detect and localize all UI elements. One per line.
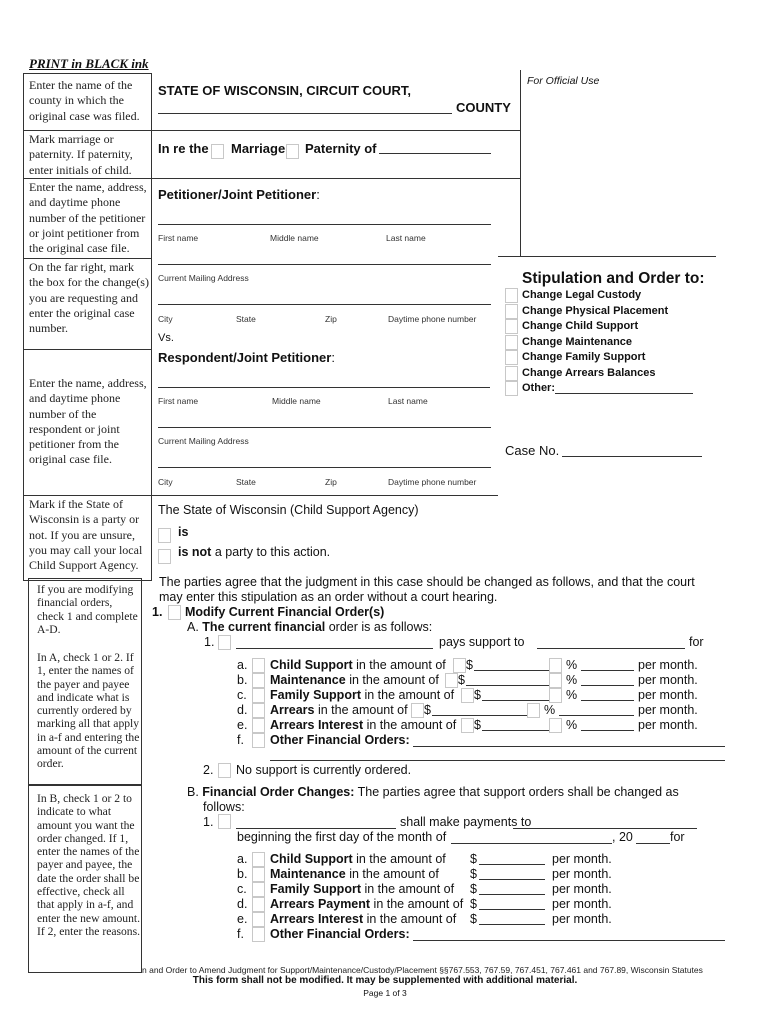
respondent-address-label: Current Mailing Address <box>158 436 249 446</box>
order-type: Maintenance <box>270 867 346 881</box>
dollar-checkbox[interactable] <box>411 703 424 718</box>
per-month-label: per month. <box>552 912 612 926</box>
order-type: Maintenance <box>270 673 346 687</box>
stipulation-option-label: Other: <box>522 382 555 394</box>
dollar-sign: $ <box>424 703 431 717</box>
current-order-checkbox[interactable] <box>252 673 265 688</box>
b-f-checkbox[interactable] <box>252 927 265 942</box>
current-order-label <box>270 703 408 718</box>
dollar-sign: $ <box>458 673 465 687</box>
percent-checkbox[interactable] <box>527 703 540 718</box>
a-f-input[interactable] <box>413 746 725 747</box>
footer-citation: n and Order to Amend Judgment for Support/Maintenance/Custody/Placement §§767.553, 767.59, 767.451, 767.461 and 767.89, Wisconsin Statutes <box>142 965 703 975</box>
print-note: PRINT in BLACK ink <box>29 56 149 71</box>
footer-page: Page 1 of 3 <box>363 988 407 998</box>
a1-pays-label: pays support to <box>439 635 525 649</box>
hint-financial-a2: In A, check 1 or 2. If 1, enter the names of the payer and payee and indicate what is currently ordered by marking all that apply in a-f and entering the amount of the current order. <box>37 651 140 771</box>
official-use-border <box>520 70 521 256</box>
b-f-label: Other Financial Orders: <box>270 927 410 941</box>
paternity-initials-input[interactable] <box>379 153 491 154</box>
divider <box>498 256 716 257</box>
case-no-input[interactable] <box>562 456 702 457</box>
new-order-checkbox[interactable] <box>252 867 265 882</box>
section-b-heading-2: follows: <box>203 800 245 814</box>
b1-begin-label: beginning the first day of the month of <box>237 830 447 844</box>
percent-checkbox[interactable] <box>549 658 562 673</box>
stipulation-option-label: Change Legal Custody <box>522 289 642 301</box>
per-month-label: per month. <box>638 673 698 687</box>
dollar-sign: $ <box>466 658 473 672</box>
order-type-rest: in the amount of <box>360 688 455 702</box>
respondent-city-label: City <box>158 477 173 487</box>
percent-amount-input[interactable] <box>581 730 634 731</box>
row-letter: b. <box>237 673 248 687</box>
agreement-intro-1: The parties agree that the judgment in this case should be changed as follows, and that the court <box>159 575 695 589</box>
state-party-line: The State of Wisconsin (Child Support Agency) <box>158 503 419 517</box>
current-order-checkbox[interactable] <box>252 658 265 673</box>
a-f-input-2[interactable] <box>270 760 725 761</box>
a2-label: No support is currently ordered. <box>236 763 412 777</box>
petitioner-address-input[interactable] <box>158 304 491 305</box>
per-month-label: per month. <box>552 882 612 896</box>
percent-amount-input[interactable] <box>559 715 634 716</box>
per-month-label: per month. <box>552 897 612 911</box>
stipulation-option-label: Change Arrears Balances <box>522 366 656 379</box>
a-f-letter: f. <box>237 733 244 747</box>
state-is-label: is <box>178 525 189 539</box>
respondent-middle-label: Middle name <box>272 396 321 406</box>
new-order-label <box>270 852 446 867</box>
other-input[interactable] <box>555 393 693 394</box>
stipulation-option-checkbox[interactable] <box>505 350 518 365</box>
current-order-checkbox[interactable] <box>252 718 265 733</box>
respondent-first-label: First name <box>158 396 199 406</box>
dollar-amount-input[interactable] <box>482 700 550 701</box>
percent-amount-input[interactable] <box>581 700 634 701</box>
agreement-intro-2: may enter this stipulation as an order without a court hearing. <box>159 590 498 604</box>
current-order-label <box>270 718 456 733</box>
petitioner-address-label: Current Mailing Address <box>158 273 249 283</box>
new-order-label <box>270 912 456 927</box>
petitioner-last-label: Last name <box>386 233 426 243</box>
respondent-address-input[interactable] <box>158 467 491 468</box>
b1-year-input[interactable] <box>636 843 670 844</box>
percent-checkbox[interactable] <box>549 673 562 688</box>
stipulation-option-checkbox[interactable] <box>505 288 518 303</box>
percent-sign: % <box>544 703 556 717</box>
b1-for-label: for <box>670 830 685 844</box>
order-type-rest: in the amount of <box>360 882 455 896</box>
row-letter: b. <box>237 867 248 881</box>
petitioner-city-label: City <box>158 314 173 324</box>
section-a-heading: A. The current financial order is as follows: <box>187 620 433 634</box>
respondent-last-label: Last name <box>388 396 428 406</box>
dollar-sign: $ <box>470 867 477 881</box>
no-support-checkbox[interactable] <box>218 763 231 778</box>
item1-number: 1. <box>152 605 163 619</box>
current-order-label <box>270 673 439 688</box>
row-letter: d. <box>237 897 248 911</box>
b1-payer-input[interactable] <box>236 828 396 829</box>
stipulation-title: Stipulation and Order to: <box>522 270 705 287</box>
b1-number: 1. <box>203 815 214 829</box>
order-type-rest: in the amount of <box>363 718 457 732</box>
current-order-checkbox[interactable] <box>252 688 265 703</box>
respondent-heading: Respondent/Joint Petitioner: <box>158 350 335 365</box>
hint-column-left-border <box>23 73 24 581</box>
stipulation-option-label: Change Maintenance <box>522 335 633 348</box>
b1-payee-input[interactable] <box>513 828 697 829</box>
stipulation-option-label: Change Family Support <box>522 351 646 363</box>
current-order-checkbox[interactable] <box>252 703 265 718</box>
a1-number: 1. <box>204 635 215 649</box>
court-title: STATE OF WISCONSIN, CIRCUIT COURT, <box>158 83 412 98</box>
order-type: Child Support <box>270 852 353 866</box>
hint-marriage: Mark marriage or paternity. If paternity, enter initials of child. <box>29 132 133 177</box>
percent-checkbox[interactable] <box>549 718 562 733</box>
new-order-label <box>270 897 463 912</box>
row-letter: e. <box>237 718 248 732</box>
a1-payee-input[interactable] <box>537 648 685 649</box>
dollar-sign: $ <box>470 852 477 866</box>
hint-petitioner: Enter the name, address, and daytime phone number of the petitioner or joint petitioner from the original case file. <box>29 180 147 256</box>
petitioner-name-input[interactable] <box>158 224 491 225</box>
new-order-checkbox[interactable] <box>252 897 265 912</box>
a2-number: 2. <box>203 763 214 777</box>
modify-financial-checkbox[interactable] <box>168 605 181 620</box>
percent-checkbox[interactable] <box>549 688 562 703</box>
new-order-checkbox[interactable] <box>252 852 265 867</box>
percent-sign: % <box>566 718 578 732</box>
percent-sign: % <box>566 658 578 672</box>
row-letter: a. <box>237 852 248 866</box>
b1-checkbox[interactable] <box>218 814 231 829</box>
a-f-checkbox[interactable] <box>252 733 265 748</box>
vs-label: Vs. <box>158 332 174 344</box>
b-f-letter: f. <box>237 927 244 941</box>
new-amount-input[interactable] <box>479 909 545 910</box>
dollar-checkbox[interactable] <box>453 658 466 673</box>
order-type: Arrears Interest <box>270 912 364 926</box>
order-type-rest: in the amount of <box>345 867 439 881</box>
section-b-heading: B. Financial Order Changes: The parties agree that support orders shall be changed as <box>187 785 679 799</box>
hint-state: Mark if the State of Wisconsin is a party or not. If you are unsure, you may call your local Child Support Agency. <box>29 497 143 573</box>
percent-amount-input[interactable] <box>581 670 634 671</box>
a1-payer-input[interactable] <box>236 648 433 649</box>
current-order-label <box>270 688 454 703</box>
order-type: Family Support <box>270 882 361 896</box>
new-order-checkbox[interactable] <box>252 912 265 927</box>
b1-month-input[interactable] <box>451 843 612 844</box>
stipulation-option-checkbox[interactable] <box>505 335 518 350</box>
hint-column-right-border <box>151 73 152 581</box>
row-letter: d. <box>237 703 248 717</box>
divider <box>23 349 151 350</box>
respondent-address-top <box>158 427 491 428</box>
row-letter: c. <box>237 882 247 896</box>
new-amount-input[interactable] <box>479 879 545 880</box>
dollar-checkbox[interactable] <box>461 718 474 733</box>
b1-pay-label: shall make payments to <box>400 815 532 829</box>
petitioner-zip-label: Zip <box>325 314 337 324</box>
stipulation-option-label: Change Physical Placement <box>522 304 669 317</box>
row-letter: a. <box>237 658 248 672</box>
divider <box>23 258 151 259</box>
paternity-checkbox[interactable] <box>286 144 299 159</box>
dollar-checkbox[interactable] <box>445 673 458 688</box>
current-order-label <box>270 658 446 673</box>
stipulation-option-checkbox[interactable] <box>505 381 518 396</box>
dollar-sign: $ <box>470 897 477 911</box>
order-type: Arrears Payment <box>270 897 371 911</box>
petitioner-phone-label: Daytime phone number <box>388 314 477 324</box>
new-amount-input[interactable] <box>479 894 545 895</box>
a-f-label: Other Financial Orders: <box>270 733 410 747</box>
order-type-rest: in the amount of <box>352 852 446 866</box>
petitioner-state-label: State <box>236 314 256 324</box>
per-month-label: per month. <box>552 852 612 866</box>
order-type-rest: in the amount of <box>370 897 464 911</box>
petitioner-first-label: First name <box>158 233 199 243</box>
order-type-rest: in the amount of <box>352 658 446 672</box>
respondent-zip-label: Zip <box>325 477 337 487</box>
new-order-label <box>270 867 439 882</box>
dollar-amount-input[interactable] <box>482 730 550 731</box>
dollar-amount-input[interactable] <box>474 670 556 671</box>
order-type: Child Support <box>270 658 353 672</box>
state-is-not-label: is not a party to this action. <box>178 545 331 559</box>
b1-year-label: , 20 <box>612 830 633 844</box>
per-month-label: per month. <box>638 703 698 717</box>
per-month-label: per month. <box>638 658 698 672</box>
county-label: COUNTY <box>456 100 511 115</box>
stipulation-option-label: Change Child Support <box>522 320 639 332</box>
footer-notice: This form shall not be modified. It may be supplemented with additional material. <box>192 975 578 986</box>
respondent-state-label: State <box>236 477 256 487</box>
state-is-not-checkbox[interactable] <box>158 549 171 564</box>
dollar-sign: $ <box>470 912 477 926</box>
percent-sign: % <box>566 688 578 702</box>
a1-checkbox[interactable] <box>218 635 231 650</box>
order-type-rest: in the amount of <box>345 673 439 687</box>
order-type: Arrears <box>270 703 315 717</box>
percent-amount-input[interactable] <box>581 685 634 686</box>
divider <box>23 130 520 131</box>
stipulation-option-checkbox[interactable] <box>505 319 518 334</box>
hint-financial-a: If you are modifying financial orders, check 1 and complete A-D. <box>37 583 138 636</box>
petitioner-heading: Petitioner/Joint Petitioner: <box>158 187 320 202</box>
percent-sign: % <box>566 673 578 687</box>
per-month-label: per month. <box>638 688 698 702</box>
order-type: Arrears Interest <box>270 718 364 732</box>
row-letter: e. <box>237 912 248 926</box>
county-input[interactable] <box>158 113 452 114</box>
hint-county: Enter the name of the county in which the original case was filed. <box>29 78 140 123</box>
respondent-phone-label: Daytime phone number <box>388 477 477 487</box>
per-month-label: per month. <box>552 867 612 881</box>
paternity-label: Paternity of <box>305 141 377 156</box>
respondent-name-input[interactable] <box>158 387 490 388</box>
item1-label: Modify Current Financial Order(s) <box>185 605 385 619</box>
case-no-label: Case No. <box>505 443 560 458</box>
new-order-checkbox[interactable] <box>252 882 265 897</box>
stipulation-option-checkbox[interactable] <box>505 304 518 319</box>
dollar-sign: $ <box>474 718 481 732</box>
divider <box>23 495 498 496</box>
order-type-rest: in the amount of <box>363 912 457 926</box>
divider <box>23 73 151 74</box>
order-type: Family Support <box>270 688 361 702</box>
new-amount-input[interactable] <box>479 924 545 925</box>
dollar-sign: $ <box>474 688 481 702</box>
new-amount-input[interactable] <box>479 864 545 865</box>
petitioner-address-top <box>158 264 491 265</box>
divider <box>23 178 520 179</box>
dollar-sign: $ <box>470 882 477 896</box>
inre-prefix: In re the <box>158 141 209 156</box>
marriage-checkbox[interactable] <box>211 144 224 159</box>
dollar-amount-input[interactable] <box>466 685 552 686</box>
new-order-label <box>270 882 454 897</box>
stipulation-option-checkbox[interactable] <box>505 366 518 381</box>
state-is-checkbox[interactable] <box>158 528 171 543</box>
per-month-label: per month. <box>638 718 698 732</box>
row-letter: c. <box>237 688 247 702</box>
hint-box-financial-a <box>28 578 142 785</box>
dollar-amount-input[interactable] <box>432 715 530 716</box>
marriage-label: Marriage <box>231 141 286 156</box>
a1-for-label: for <box>689 635 704 649</box>
petitioner-middle-label: Middle name <box>270 233 319 243</box>
hint-changes: On the far right, mark the box for the change(s) you are requesting and enter the original case number. <box>29 260 149 336</box>
order-type-rest: in the amount of <box>314 703 408 717</box>
official-use-label: For Official Use <box>527 75 600 87</box>
dollar-checkbox[interactable] <box>461 688 474 703</box>
hint-box-financial-b <box>28 785 142 973</box>
hint-financial-b: In B, check 1 or 2 to indicate to what amount you want the order changed. If 1, enter the names of the payer and payee, the date the order shall be effective, check all that apply in a-f, and enter the new amount. If 2, enter the reasons. <box>37 792 141 938</box>
b-f-input[interactable] <box>413 940 725 941</box>
hint-respondent: Enter the name, address, and daytime phone number of the respondent or joint petitioner from the original case file. <box>29 376 147 467</box>
